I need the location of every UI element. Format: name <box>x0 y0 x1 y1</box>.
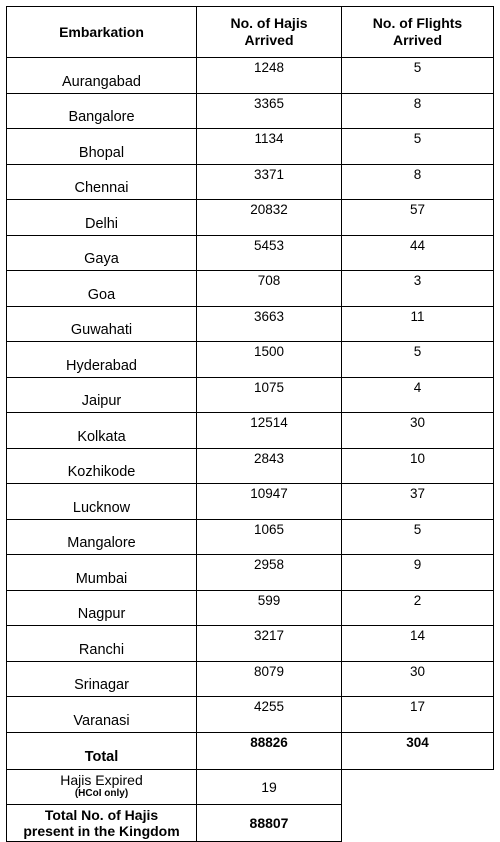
embarkation-cell: Hyderabad <box>7 342 197 378</box>
embarkation-cell: Mangalore <box>7 519 197 555</box>
table-row <box>7 590 494 626</box>
hajis-expired-label-cell <box>7 769 197 804</box>
embarkation-cell: Jaipur <box>7 377 197 413</box>
hajis-present-row <box>7 804 494 841</box>
hajis-expired-sublabel: (HCoI only) <box>74 788 129 799</box>
hajis-cell: 3365 <box>197 93 342 129</box>
table-row <box>7 661 494 697</box>
embarkation-cell: Srinagar <box>7 661 197 697</box>
flights-cell: 9 <box>342 555 494 591</box>
hajis-cell: 5453 <box>197 235 342 271</box>
table-row <box>7 93 494 129</box>
header-embarkation-label: Embarkation <box>59 23 144 40</box>
flights-cell: 30 <box>342 413 494 449</box>
hajis-cell: 3663 <box>197 306 342 342</box>
table-row <box>7 164 494 200</box>
table-row <box>7 626 494 662</box>
flights-cell: 57 <box>342 200 494 236</box>
empty-cell <box>342 804 494 841</box>
hajis-cell: 2843 <box>197 448 342 484</box>
hajis-cell: 12514 <box>197 413 342 449</box>
hajis-arrival-table <box>6 6 494 842</box>
hajis-cell: 599 <box>197 590 342 626</box>
hajis-cell: 1075 <box>197 377 342 413</box>
flights-cell: 37 <box>342 484 494 520</box>
table-row <box>7 129 494 165</box>
embarkation-cell: Kozhikode <box>7 448 197 484</box>
embarkation-cell: Lucknow <box>7 484 197 520</box>
embarkation-cell: Bangalore <box>7 93 197 129</box>
hajis-cell: 3371 <box>197 164 342 200</box>
embarkation-cell: Mumbai <box>7 555 197 591</box>
table-row <box>7 519 494 555</box>
table-row <box>7 697 494 733</box>
total-label: Total <box>7 732 197 769</box>
table-row <box>7 555 494 591</box>
embarkation-cell: Ranchi <box>7 626 197 662</box>
header-hajis-line1: No. of Hajis <box>230 15 308 31</box>
flights-cell: 8 <box>342 164 494 200</box>
hajis-cell: 4255 <box>197 697 342 733</box>
embarkation-cell: Kolkata <box>7 413 197 449</box>
hajis-present-value: 88807 <box>197 804 342 841</box>
embarkation-cell: Bhopal <box>7 129 197 165</box>
embarkation-cell: Gaya <box>7 235 197 271</box>
total-flights: 304 <box>342 732 494 769</box>
flights-cell: 30 <box>342 661 494 697</box>
hajis-cell: 10947 <box>197 484 342 520</box>
empty-cell <box>342 769 494 804</box>
embarkation-cell: Delhi <box>7 200 197 236</box>
hajis-present-label-line2: present in the Kingdom <box>23 822 180 839</box>
flights-cell: 4 <box>342 377 494 413</box>
embarkation-cell: Nagpur <box>7 590 197 626</box>
header-embarkation <box>7 7 197 58</box>
total-hajis: 88826 <box>197 732 342 769</box>
flights-cell: 3 <box>342 271 494 307</box>
table-row <box>7 484 494 520</box>
hajis-cell: 2958 <box>197 555 342 591</box>
table-row <box>7 271 494 307</box>
embarkation-cell: Goa <box>7 271 197 307</box>
table-header-row <box>7 7 494 58</box>
embarkation-cell: Guwahati <box>7 306 197 342</box>
hajis-expired-row <box>7 769 494 804</box>
table-row <box>7 200 494 236</box>
hajis-present-label-line1: Total No. of Hajis <box>44 806 159 823</box>
hajis-expired-label: Hajis Expired <box>60 772 143 788</box>
embarkation-cell: Varanasi <box>7 697 197 733</box>
flights-cell: 14 <box>342 626 494 662</box>
hajis-cell: 3217 <box>197 626 342 662</box>
flights-cell: 5 <box>342 129 494 165</box>
hajis-cell: 1248 <box>197 58 342 94</box>
header-flights-line2: Arrived <box>392 32 443 48</box>
header-flights-line1: No. of Flights <box>372 15 463 31</box>
hajis-cell: 708 <box>197 271 342 307</box>
embarkation-cell: Aurangabad <box>7 58 197 94</box>
hajis-cell: 1134 <box>197 129 342 165</box>
table-row <box>7 306 494 342</box>
header-flights-arrived <box>342 7 494 58</box>
hajis-cell: 1065 <box>197 519 342 555</box>
table-row <box>7 235 494 271</box>
total-row <box>7 732 494 769</box>
header-hajis-arrived <box>197 7 342 58</box>
header-hajis-line2: Arrived <box>244 32 294 48</box>
flights-cell: 44 <box>342 235 494 271</box>
flights-cell: 2 <box>342 590 494 626</box>
table-row <box>7 448 494 484</box>
flights-cell: 5 <box>342 58 494 94</box>
hajis-cell: 1500 <box>197 342 342 378</box>
flights-cell: 10 <box>342 448 494 484</box>
hajis-cell: 20832 <box>197 200 342 236</box>
flights-cell: 11 <box>342 306 494 342</box>
table-row <box>7 58 494 94</box>
flights-cell: 5 <box>342 519 494 555</box>
table-row <box>7 377 494 413</box>
hajis-present-label-cell <box>7 804 197 841</box>
flights-cell: 17 <box>342 697 494 733</box>
hajis-expired-value: 19 <box>197 769 342 804</box>
table-row <box>7 342 494 378</box>
flights-cell: 8 <box>342 93 494 129</box>
flights-cell: 5 <box>342 342 494 378</box>
hajis-cell: 8079 <box>197 661 342 697</box>
embarkation-cell: Chennai <box>7 164 197 200</box>
table-row <box>7 413 494 449</box>
